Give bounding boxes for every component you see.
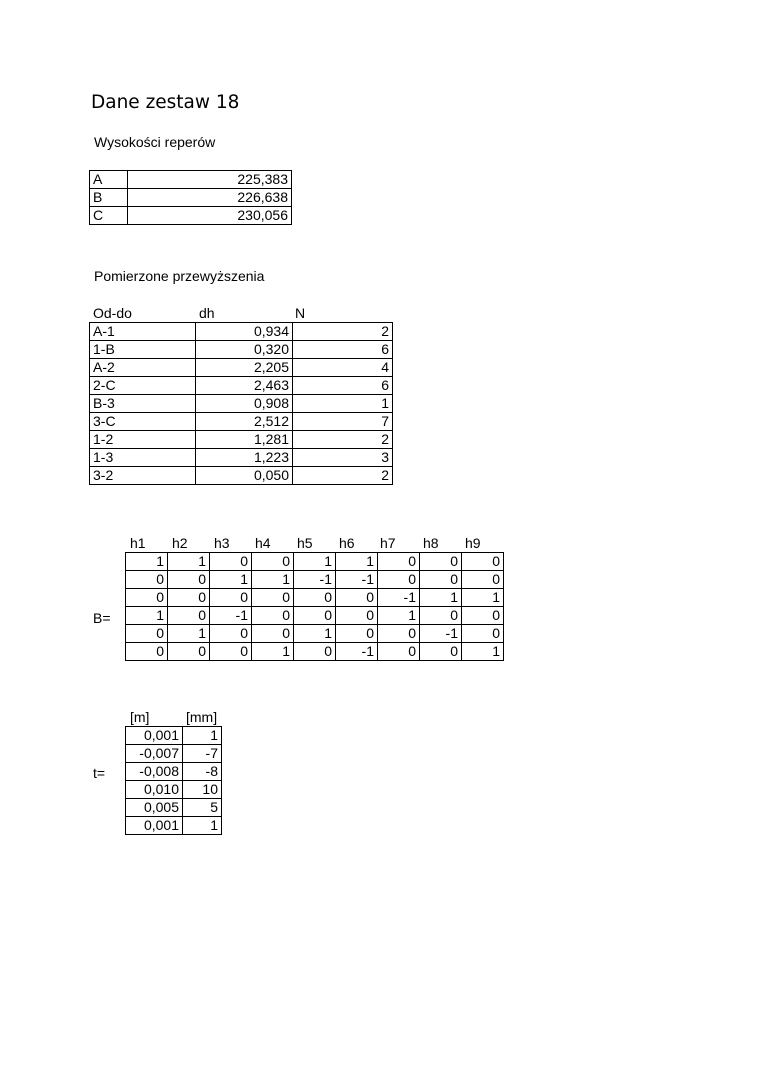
measurement-n: 4 [293,359,393,377]
matrix-b-cell: 0 [336,607,378,625]
matrix-b-cell: 0 [462,571,504,589]
matrix-b-cell: 1 [294,553,336,571]
measurement-dh: 2,463 [196,377,293,395]
vector-t-millimeters: -7 [183,745,222,763]
vector-t-table [125,726,222,835]
measurement-from-to: 1-B [90,341,196,359]
measurement-from-to: 1-3 [90,449,196,467]
vector-t-meters: -0,008 [126,763,183,781]
measurement-row [90,467,393,485]
measurement-from-to: B-3 [90,395,196,413]
benchmark-height: 225,383 [128,171,292,189]
vector-t-meters: -0,007 [126,745,183,763]
measurement-row [90,377,393,395]
column-header-mm: [mm] [186,709,218,725]
matrix-b-column-header: h2 [172,535,188,551]
vector-t-label: t= [93,765,106,781]
matrix-b-cell: 1 [462,589,504,607]
matrix-b-cell: 0 [126,589,168,607]
measurement-dh: 2,512 [196,413,293,431]
measurement-n: 1 [293,395,393,413]
measurement-row [90,359,393,377]
measurement-row [90,341,393,359]
matrix-b-cell: 0 [168,643,210,661]
measurement-n: 6 [293,377,393,395]
matrix-b-row [126,625,504,643]
vector-t-meters: 0,010 [126,781,183,799]
measurement-n: 3 [293,449,393,467]
matrix-b-cell: 0 [210,643,252,661]
benchmark-name: C [90,207,128,225]
measurement-from-to: A-1 [90,323,196,341]
measurement-from-to: 2-C [90,377,196,395]
measured-heading: Pomierzone przewyższenia [94,268,265,284]
matrix-b-cell: 1 [378,607,420,625]
measurement-dh: 0,320 [196,341,293,359]
matrix-b-cell: 0 [336,589,378,607]
measurement-from-to: 3-2 [90,467,196,485]
matrix-b-cell: 0 [294,589,336,607]
matrix-b-cell: 0 [378,625,420,643]
measurement-row [90,431,393,449]
matrix-b-cell: 0 [294,643,336,661]
measurement-from-to: 3-C [90,413,196,431]
matrix-b-column-header: h7 [380,535,396,551]
measurement-n: 2 [293,467,393,485]
page-title: Dane zestaw 18 [91,92,240,113]
vector-t-millimeters: -8 [183,763,222,781]
matrix-b-cell: 1 [168,625,210,643]
measurement-row [90,395,393,413]
measurement-row [90,323,393,341]
column-header-dh: dh [199,305,215,321]
measurement-n: 7 [293,413,393,431]
column-header-od-do: Od-do [93,305,132,321]
vector-t-meters: 0,005 [126,799,183,817]
measurement-n: 6 [293,341,393,359]
benchmarks-heading: Wysokości reperów [94,134,216,150]
matrix-b-cell: 0 [252,553,294,571]
benchmark-row [90,189,292,207]
matrix-b-cell: 1 [252,643,294,661]
matrix-b-cell: -1 [210,607,252,625]
measurement-dh: 1,281 [196,431,293,449]
matrix-b-cell: -1 [378,589,420,607]
matrix-b-cell: 0 [252,607,294,625]
column-header-m: [m] [130,709,150,725]
matrix-b-cell: 0 [126,571,168,589]
matrix-b-cell: 0 [252,589,294,607]
vector-t-millimeters: 1 [183,817,222,835]
matrix-b-cell: 0 [462,553,504,571]
matrix-b-cell: 0 [378,643,420,661]
vector-t-millimeters: 10 [183,781,222,799]
matrix-b-cell: 0 [168,589,210,607]
matrix-b-cell: 0 [420,643,462,661]
matrix-b-row [126,643,504,661]
matrix-b-cell: 0 [210,553,252,571]
measurement-from-to: A-2 [90,359,196,377]
matrix-b-cell: 0 [294,607,336,625]
matrix-b-cell: 0 [210,625,252,643]
measurement-dh: 0,934 [196,323,293,341]
vector-t-row [126,763,222,781]
matrix-b-cell: 1 [126,553,168,571]
matrix-b-cell: 1 [168,553,210,571]
measurement-n: 2 [293,323,393,341]
benchmarks-table [89,170,292,225]
matrix-b-cell: 1 [336,553,378,571]
vector-t-millimeters: 1 [183,727,222,745]
measurement-row [90,413,393,431]
matrix-b-cell: 0 [210,589,252,607]
matrix-b-cell: 0 [420,571,462,589]
measurement-from-to: 1-2 [90,431,196,449]
matrix-b-cell: 1 [126,607,168,625]
measurement-dh: 2,205 [196,359,293,377]
matrix-b-cell: 0 [168,607,210,625]
vector-t-row [126,727,222,745]
matrix-b-row [126,571,504,589]
matrix-b-column-header: h3 [214,535,230,551]
measurement-dh: 0,050 [196,467,293,485]
measurement-dh: 1,223 [196,449,293,467]
matrix-b-cell: 1 [252,571,294,589]
matrix-b-cell: 0 [462,607,504,625]
matrix-b-cell: 0 [336,625,378,643]
measurement-dh: 0,908 [196,395,293,413]
matrix-b-cell: 0 [378,553,420,571]
benchmark-height: 226,638 [128,189,292,207]
column-header-n: N [295,305,306,321]
vector-t-row [126,745,222,763]
matrix-b-cell: 1 [420,589,462,607]
vector-t-meters: 0,001 [126,817,183,835]
matrix-b-cell: -1 [294,571,336,589]
matrix-b-cell: 0 [420,607,462,625]
matrix-b-column-header: h5 [297,535,313,551]
vector-t-meters: 0,001 [126,727,183,745]
matrix-b-row [126,589,504,607]
matrix-b-column-header: h9 [465,535,481,551]
matrix-b-column-header: h4 [255,535,271,551]
matrix-b-column-header: h6 [339,535,355,551]
vector-t-row [126,817,222,835]
matrix-b-cell: 0 [462,625,504,643]
benchmark-height: 230,056 [128,207,292,225]
matrix-b-cell: -1 [420,625,462,643]
benchmark-name: B [90,189,128,207]
matrix-b-cell: 1 [462,643,504,661]
benchmark-row [90,207,292,225]
measured-table [89,322,393,485]
matrix-b-cell: 1 [210,571,252,589]
benchmark-row [90,171,292,189]
matrix-b-cell: 0 [126,625,168,643]
benchmark-name: A [90,171,128,189]
matrix-b-column-header: h8 [423,535,439,551]
matrix-b-row [126,553,504,571]
matrix-b-cell: -1 [336,643,378,661]
matrix-b-cell: -1 [336,571,378,589]
vector-t-millimeters: 5 [183,799,222,817]
matrix-b-cell: 0 [252,625,294,643]
matrix-b-table [125,552,504,661]
matrix-b-cell: 1 [294,625,336,643]
matrix-b-cell: 0 [168,571,210,589]
matrix-b-cell: 0 [420,553,462,571]
matrix-b-label: B= [93,610,111,626]
matrix-b-cell: 0 [126,643,168,661]
measurement-row [90,449,393,467]
vector-t-row [126,781,222,799]
vector-t-row [126,799,222,817]
matrix-b-row [126,607,504,625]
matrix-b-cell: 0 [378,571,420,589]
measurement-n: 2 [293,431,393,449]
matrix-b-column-header: h1 [130,535,146,551]
